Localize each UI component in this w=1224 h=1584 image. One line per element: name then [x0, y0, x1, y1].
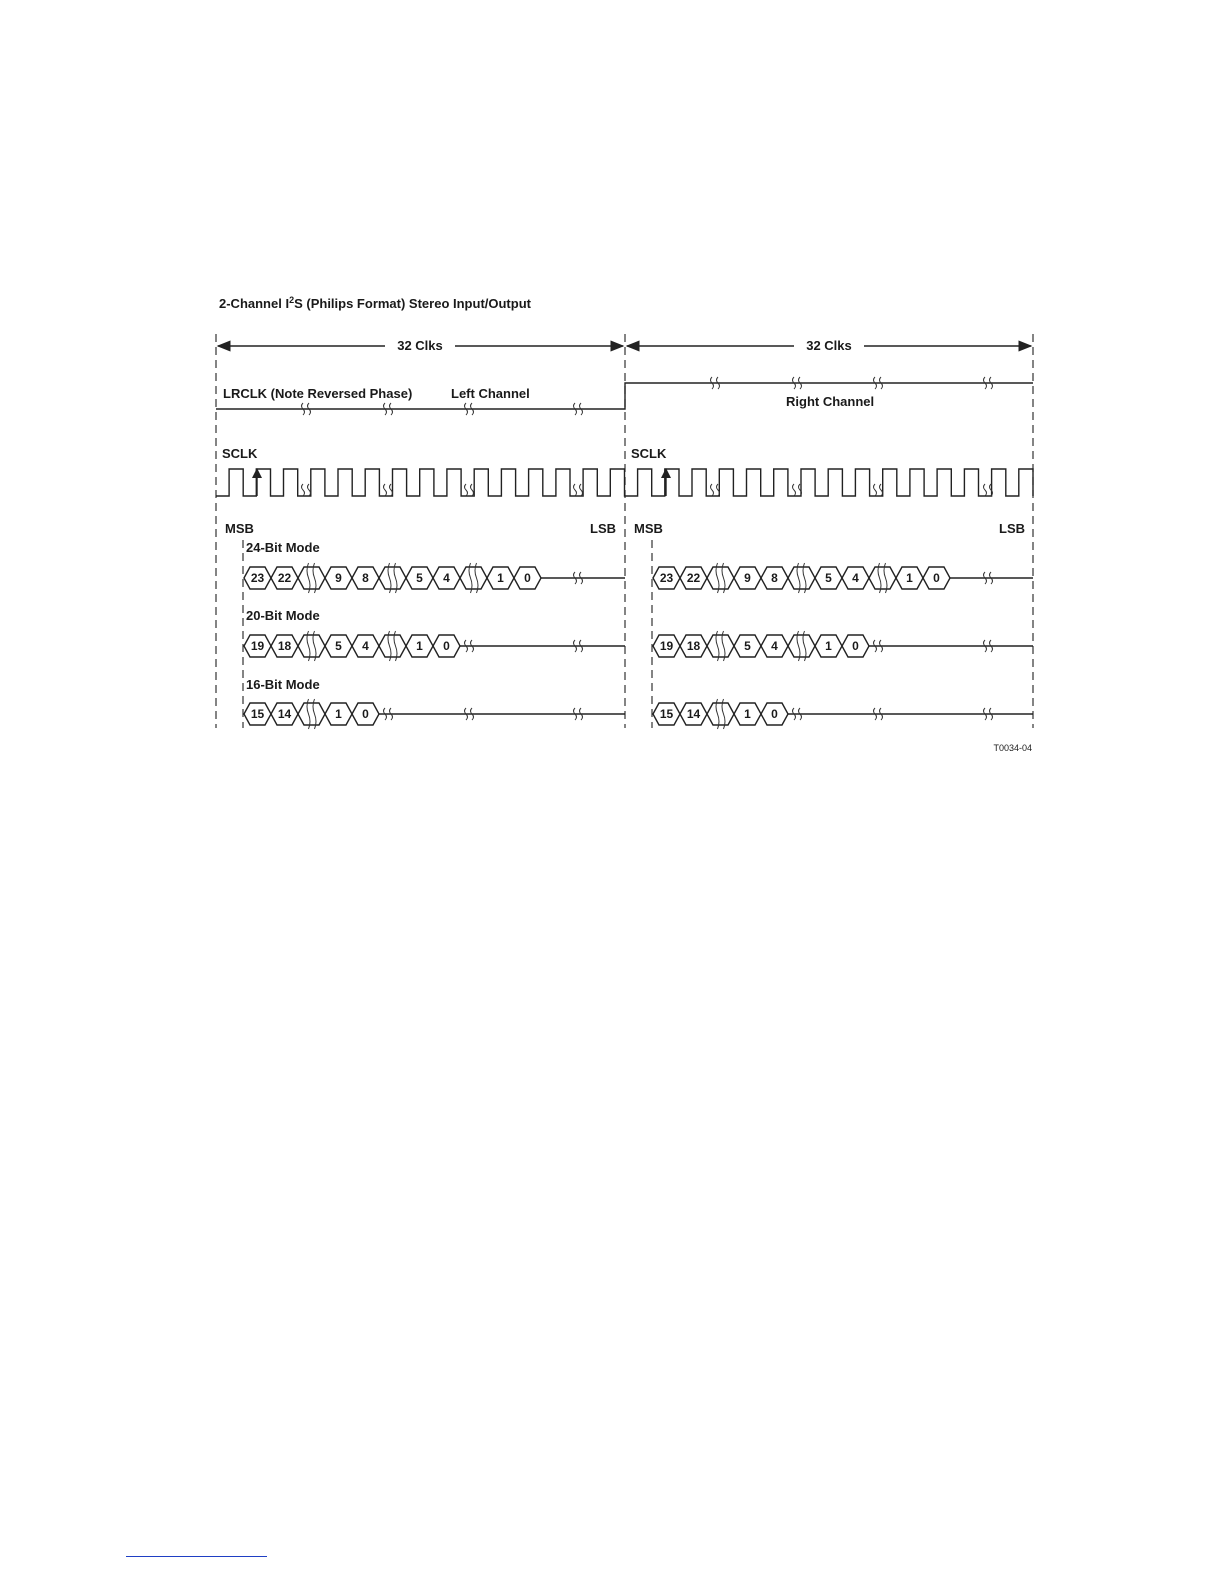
sclk-break-mark-icon — [793, 484, 802, 496]
sclk-break-mark-icon — [711, 484, 720, 496]
bit-cell-label: 1 — [416, 639, 423, 653]
bit-cell-label: 0 — [443, 639, 450, 653]
skipped-bits-cell — [298, 635, 325, 657]
data-row-left-0 — [244, 563, 625, 593]
skipped-bits-cell — [707, 567, 734, 589]
bit-cell-label: 1 — [906, 571, 913, 585]
skipped-bits-cell — [379, 567, 406, 589]
skipped-bits-cell — [869, 567, 896, 589]
skipped-bits-cell — [788, 635, 815, 657]
msb-label-left: MSB — [225, 521, 254, 536]
mode-label-24bit: 24-Bit Mode — [246, 540, 320, 555]
figure-id: T0034-04 — [993, 743, 1032, 753]
data-row-right-1 — [653, 631, 1033, 661]
skipped-bits-cell — [298, 703, 325, 725]
bit-cell-label: 4 — [771, 639, 778, 653]
msb-label-right: MSB — [634, 521, 663, 536]
right-span-label: 32 Clks — [806, 338, 852, 353]
sclk-rising-edge-arrow-left — [252, 468, 262, 496]
footnote-separator-line — [126, 1556, 267, 1557]
bit-cell-label: 22 — [686, 571, 701, 585]
sclk-rising-edge-arrow-right — [661, 468, 671, 496]
left-span-label: 32 Clks — [397, 338, 443, 353]
bit-cell-label: 18 — [686, 639, 701, 653]
data-row-right-2 — [653, 699, 1033, 729]
mode-label-20bit: 20-Bit Mode — [246, 608, 320, 623]
bit-cell-label: 1 — [335, 707, 342, 721]
lsb-label-left: LSB — [590, 521, 616, 536]
bit-cell-label: 19 — [250, 639, 265, 653]
skipped-bits-cell — [298, 567, 325, 589]
bit-cell-label: 0 — [771, 707, 778, 721]
data-row-right-0 — [653, 563, 1033, 593]
bit-cell-label: 1 — [744, 707, 751, 721]
data-row-left-1 — [244, 631, 625, 661]
bit-cell-label: 22 — [277, 571, 292, 585]
bit-cell-label: 4 — [362, 639, 369, 653]
sclk-break-mark-icon — [874, 484, 883, 496]
bit-cell-label: 14 — [686, 707, 701, 721]
mode-label-16bit: 16-Bit Mode — [246, 677, 320, 692]
bit-cell-label: 15 — [250, 707, 265, 721]
bit-cell-label: 9 — [744, 571, 751, 585]
bit-cell-label: 23 — [659, 571, 674, 585]
right-channel-label: Right Channel — [786, 394, 875, 409]
data-rows — [244, 563, 1033, 729]
skipped-bits-cell — [788, 567, 815, 589]
bit-cell-label: 1 — [497, 571, 504, 585]
data-row-left-2 — [244, 699, 625, 729]
diagram-title: 2-Channel $I^2S$ (Philips Format) Stereo Input/Output — [219, 295, 531, 311]
skipped-bits-cell — [707, 703, 734, 725]
bit-cell-label: 0 — [362, 707, 369, 721]
sclk-break-mark-icon — [465, 484, 474, 496]
sclk-label-right: SCLK — [631, 446, 667, 461]
bit-cell-label: 8 — [771, 571, 778, 585]
sclk-label-left: SCLK — [222, 446, 258, 461]
bit-cell-label: 15 — [659, 707, 674, 721]
sclk-break-marks — [302, 484, 993, 496]
bit-cell-label: 18 — [277, 639, 292, 653]
lsb-label-right: LSB — [999, 521, 1025, 536]
sclk-break-mark-icon — [384, 484, 393, 496]
bit-cell-label: 5 — [416, 571, 423, 585]
bit-cell-label: 14 — [277, 707, 292, 721]
bit-cell-label: 5 — [744, 639, 751, 653]
sclk-waveform — [216, 469, 1033, 496]
bit-cell-label: 0 — [933, 571, 940, 585]
lrclk-label: LRCLK (Note Reversed Phase) — [223, 386, 413, 401]
bit-cell-label: 4 — [852, 571, 859, 585]
bit-cell-label: 5 — [335, 639, 342, 653]
bit-cell-label: 5 — [825, 571, 832, 585]
skipped-bits-cell — [460, 567, 487, 589]
sclk-break-mark-icon — [574, 484, 583, 496]
bit-cell-label: 9 — [335, 571, 342, 585]
bit-cell-label: 0 — [524, 571, 531, 585]
sclk-break-mark-icon — [302, 484, 311, 496]
bit-cell-label: 1 — [825, 639, 832, 653]
bit-cell-label: 19 — [659, 639, 674, 653]
bit-cell-label: 4 — [443, 571, 450, 585]
skipped-bits-cell — [379, 635, 406, 657]
skipped-bits-cell — [707, 635, 734, 657]
left-channel-label: Left Channel — [451, 386, 530, 401]
bit-cell-label: 8 — [362, 571, 369, 585]
bit-cell-label: 0 — [852, 639, 859, 653]
bit-cell-label: 23 — [250, 571, 265, 585]
